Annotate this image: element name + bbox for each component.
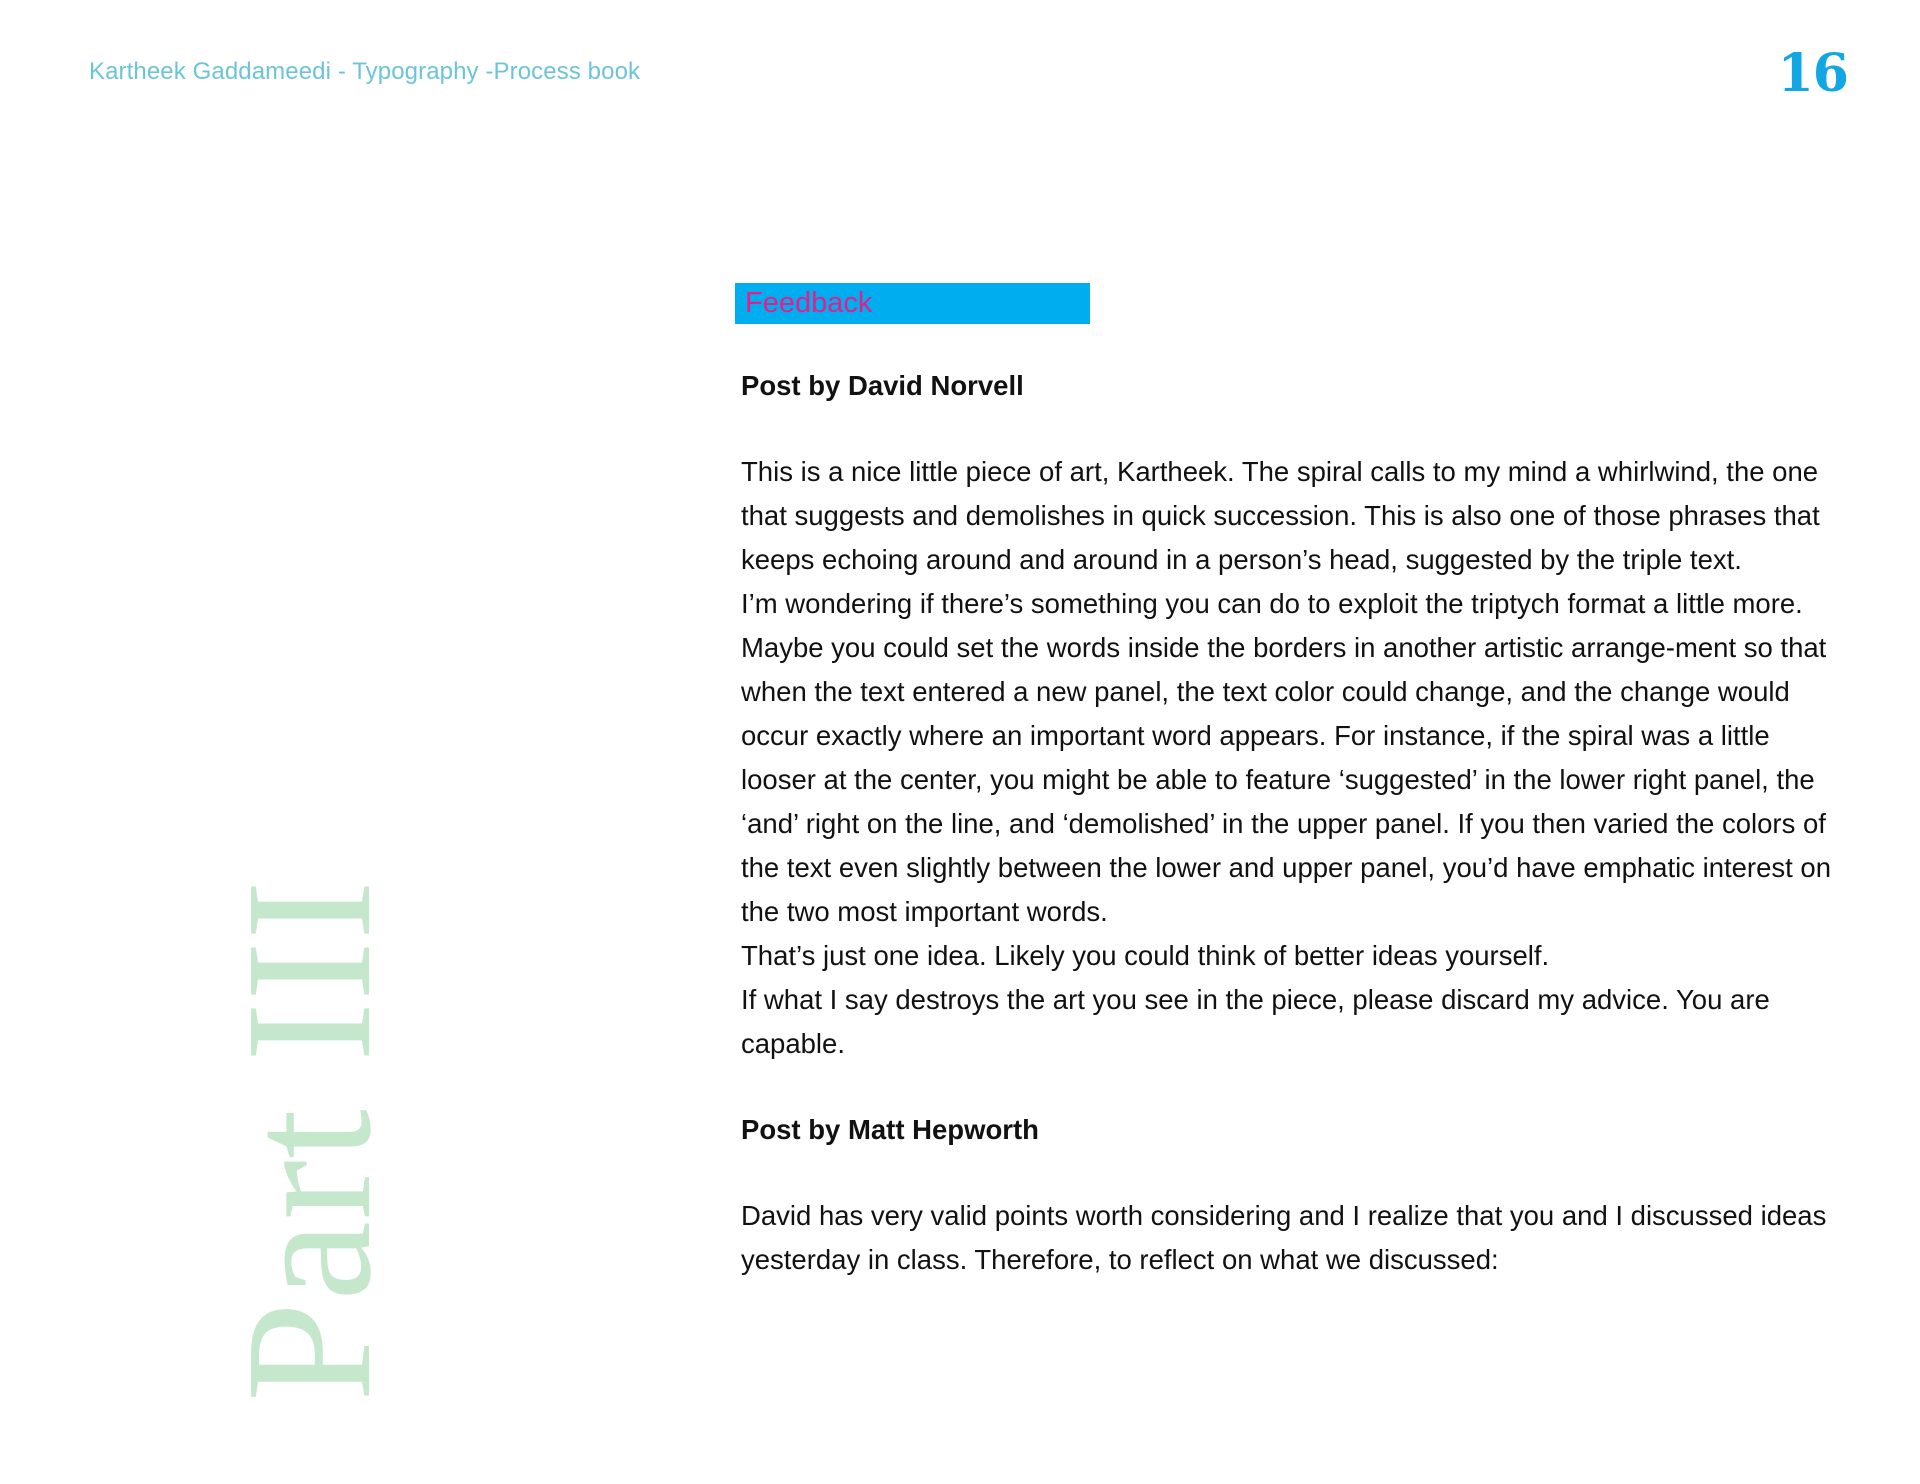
section-header-bar	[735, 283, 1090, 324]
running-head: Kartheek Gaddameedi - Typography -Process book	[89, 58, 641, 85]
post-body	[741, 450, 1851, 1066]
post-paragraph: That’s just one idea. Likely you could think of better ideas yourself.	[741, 940, 1550, 971]
post-paragraph: If what I say destroys the art you see in the piece, please discard my advice. You are capable.	[741, 984, 1770, 1059]
post-paragraph: David has very valid points worth considering and I realize that you and I discussed ideas yesterday in class. Therefore, to reflect on what we discussed:	[741, 1200, 1827, 1275]
post-body	[741, 1194, 1851, 1282]
post-paragraph: I’m wondering if there’s something you can do to exploit the triptych format a little more. Maybe you could set the words inside the borders in another artistic arrange-ment so that when the text entered a new panel, the text color could change, and the change would occur exactly where an important word appears. For instance, if the spiral was a little looser at the center, you might be able to feature ‘suggested’ in the lower right panel, the ‘and’ right on the line, and ‘demolished’ in the upper panel. If you then varied the colors of the text even slightly between the lower and upper panel, you’d have emphatic interest on the two most important words.	[741, 588, 1831, 927]
feedback-content	[741, 366, 1851, 1282]
post-author: Post by Matt Hepworth	[741, 1114, 1039, 1145]
post	[741, 366, 1851, 1066]
post-paragraph: This is a nice little piece of art, Kartheek. The spiral calls to my mind a whirlwind, the one that suggests and demolishes in quick succession. This is also one of those phrases that keeps echoing around and around in a person’s head, suggested by the triple text.	[741, 456, 1820, 575]
section-title: Feedback	[745, 287, 873, 319]
post	[741, 1110, 1851, 1282]
post-author: Post by David Norvell	[741, 370, 1024, 401]
page-number: 16	[1777, 43, 1848, 104]
part-label: Part III	[209, 879, 408, 1402]
